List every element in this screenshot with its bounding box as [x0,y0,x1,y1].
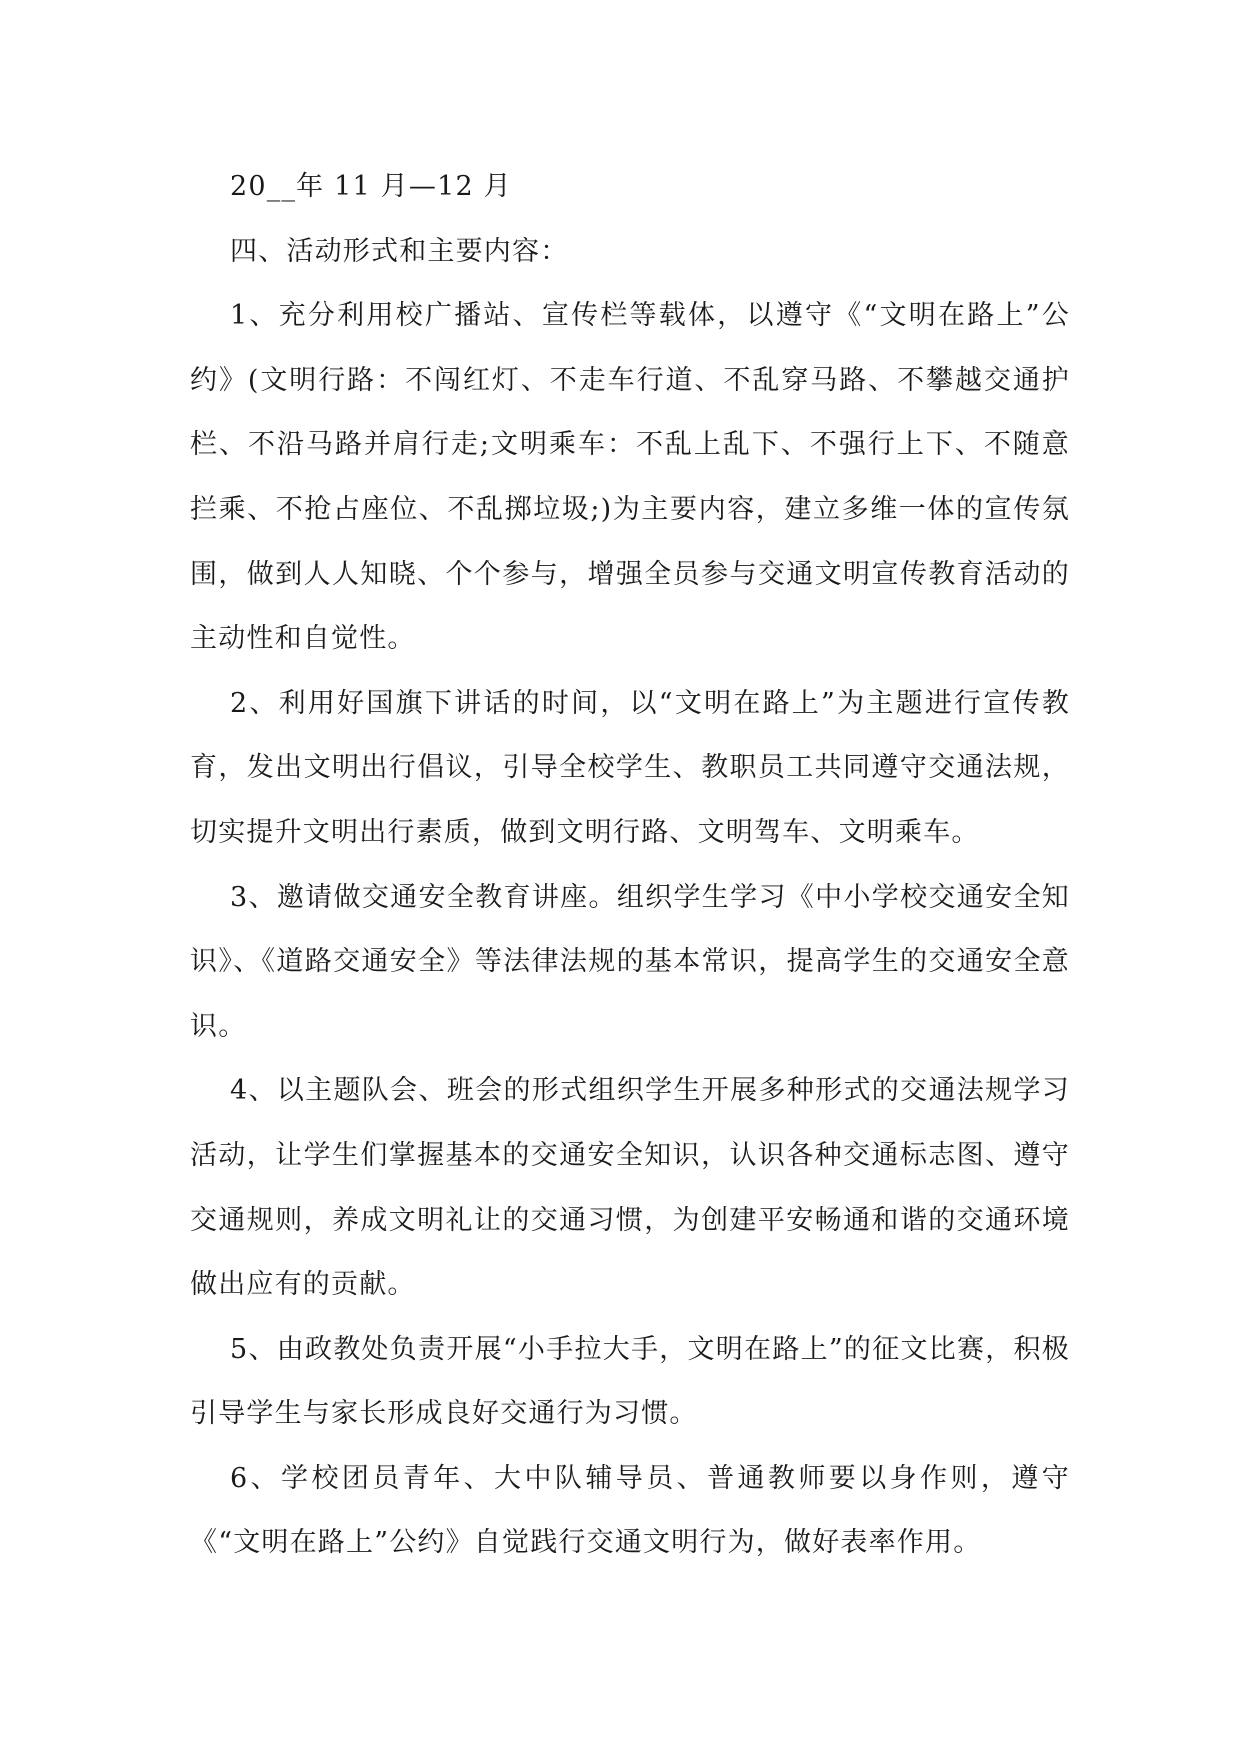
list-item: 1、充分利用校广播站、宣传栏等载体，以遵守《“文明在路上”公约》(文明行路：不闯红灯、不走车行道、不乱穿马路、不攀越交通护栏、不沿马路并肩行走;文明乘车：不乱上乱下、不强行上下、不随意拦乘、不抢占座位、不乱掷垃圾;)为主要内容，建立多维一体的宣传氛围，做到人人知晓、个个参与，增强全员参与交通文明宣传教育活动的主动性和自觉性。 [190,300,1070,655]
date-line: 20__年 11 月—12 月 [230,171,512,202]
list-item: 5、由政教处负责开展“小手拉大手，文明在路上”的征文比赛，积极引导学生与家长形成良好交通行为习惯。 [190,1333,1070,1430]
document-body [190,155,1070,1576]
list-item: 6、学校团员青年、大中队辅导员、普通教师要以身作则，遵守《“文明在路上”公约》自觉践行交通文明行为，做好表率作用。 [190,1462,1070,1559]
list-item: 2、利用好国旗下讲话的时间，以“文明在路上”为主题进行宣传教育，发出文明出行倡议，引导全校学生、教职员工共同遵守交通法规，切实提升文明出行素质，做到文明行路、文明驾车、文明乘车。 [190,687,1070,848]
list-item: 4、以主题队会、班会的形式组织学生开展多种形式的交通法规学习活动，让学生们掌握基本的交通安全知识，认识各种交通标志图、遵守交通规则，养成文明礼让的交通习惯，为创建平安畅通和谐的交通环境做出应有的贡献。 [190,1075,1070,1301]
list-item: 3、邀请做交通安全教育讲座。组织学生学习《中小学校交通安全知识》、《道路交通安全》等法律法规的基本常识，提高学生的交通安全意识。 [190,881,1070,1042]
section-heading: 四、活动形式和主要内容： [230,235,569,267]
